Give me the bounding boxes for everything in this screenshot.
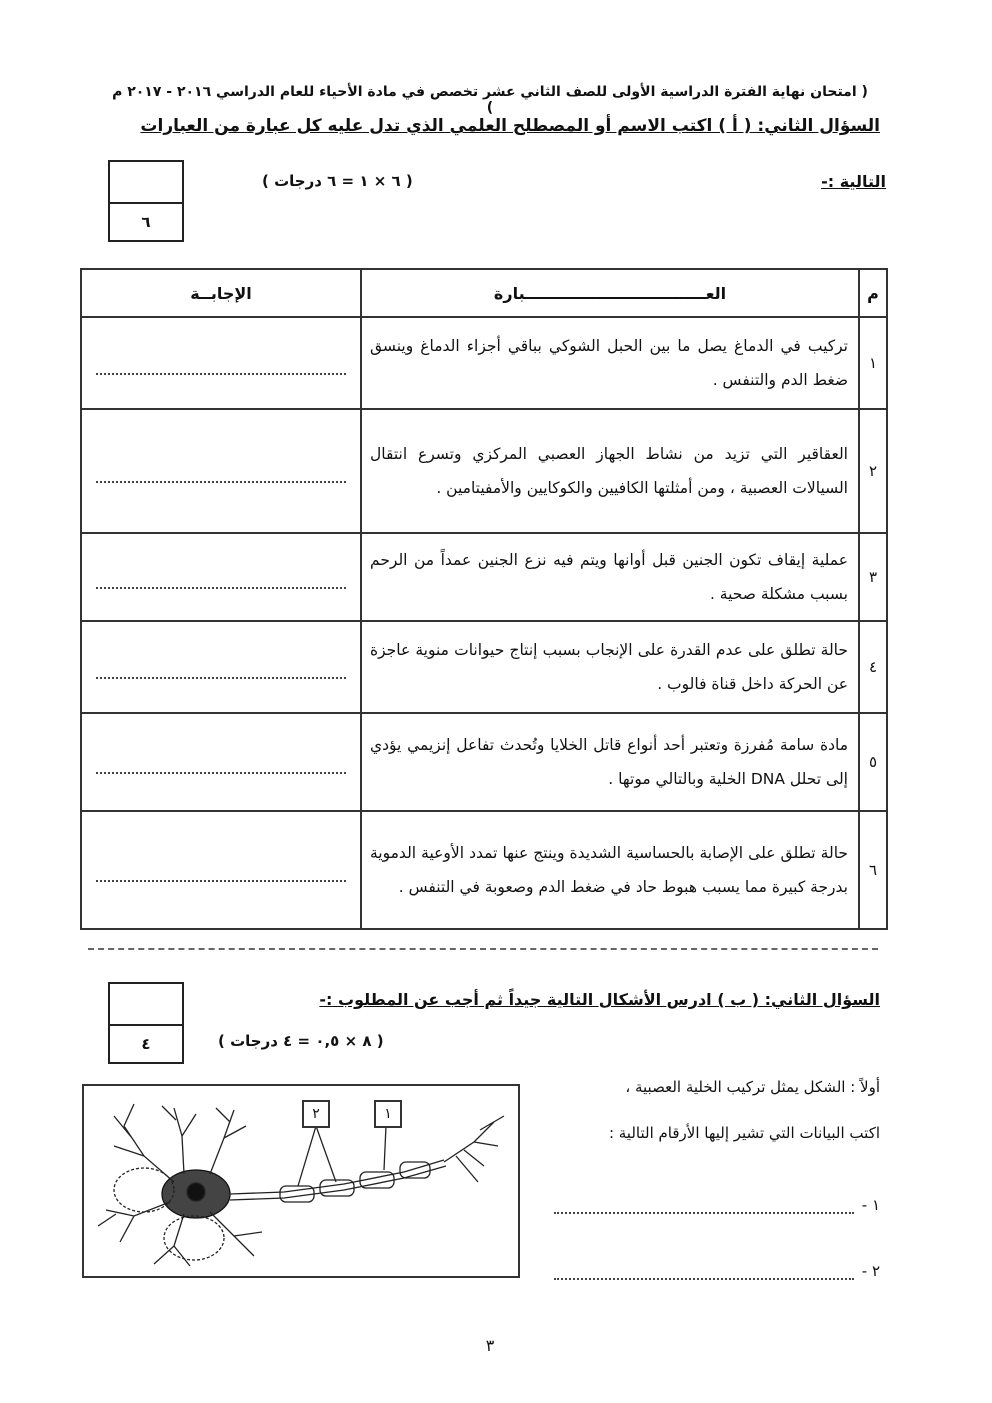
table-row	[81, 713, 887, 811]
page-number: ٣	[485, 1336, 495, 1355]
answer-field[interactable]	[81, 713, 361, 811]
score-box-2b-total: ٤	[141, 1035, 151, 1053]
blank-label: ٢ -	[861, 1262, 880, 1280]
exam-header: ( امتحان نهاية الفترة الدراسية الأولى للصف الثاني عشر تخصص في مادة الأحياء للعام الدراسي ٢٠١٦ - ٢٠١٧ م )	[112, 84, 868, 116]
figure-label-1: ١	[374, 1100, 402, 1128]
row-statement: حالة تطلق على عدم القدرة على الإنجاب بسبب إنتاج حيوانات منوية عاجزة عن الحركة داخل قناة فالوب .	[361, 621, 859, 713]
row-number: ٣	[859, 533, 887, 621]
col-header-statement: العـــــــــــــــــــــــــــــــــبارة	[361, 269, 859, 317]
row-number: ١	[859, 317, 887, 409]
blank-line-1[interactable]	[550, 1196, 880, 1214]
row-number: ٤	[859, 621, 887, 713]
question-2a-marks: ( ٦ × ١ = ٦ درجات )	[262, 172, 413, 190]
answer-field[interactable]	[81, 533, 361, 621]
table-row	[81, 811, 887, 929]
row-statement: العقاقير التي تزيد من نشاط الجهاز العصبي المركزي وتسرع انتقال السيالات العصبية ، ومن أمثلتها الكافيين والكوكايين والأمفيتامين .	[361, 409, 859, 533]
row-statement: مادة سامة مُفرزة وتعتبر أحد أنواع قاتل الخلايا وتُحدث تفاعل إنزيمي يؤدي إلى تحلل DNA الخلية وبالتالي موتها .	[361, 713, 859, 811]
blank-line-2[interactable]	[550, 1262, 880, 1280]
blank-label: ١ -	[861, 1196, 880, 1214]
score-box-2b-entry[interactable]	[110, 984, 182, 1026]
answer-field[interactable]	[81, 811, 361, 929]
answer-field[interactable]	[81, 317, 361, 409]
row-number: ٢	[859, 409, 887, 533]
neuron-drawing	[84, 1086, 518, 1276]
question-2b-marks: ( ٨ × ٠,٥ = ٤ درجات )	[218, 1032, 384, 1050]
row-statement: حالة تطلق على الإصابة بالحساسية الشديدة وينتج عنها تمدد الأوعية الدموية بدرجة كبيرة مما يسبب هبوط حاد في ضغط الدم وصعوبة في التنفس .	[361, 811, 859, 929]
table-row	[81, 409, 887, 533]
row-number: ٦	[859, 811, 887, 929]
question-2a-title-continued: التالية :-	[821, 172, 886, 191]
table-row	[81, 533, 887, 621]
question-2b-title: السؤال الثاني: ( ب ) ادرس الأشكال التالية جيداً ثم أجب عن المطلوب :-	[319, 990, 880, 1009]
table-header-row	[81, 269, 887, 317]
score-box-2b	[108, 982, 184, 1064]
part-one-instruction: اكتب البيانات التي تشير إليها الأرقام التالية :	[608, 1124, 880, 1142]
table-row	[81, 317, 887, 409]
question-table	[80, 268, 888, 930]
row-number: ٥	[859, 713, 887, 811]
neuron-figure	[82, 1084, 520, 1278]
col-header-num: م	[859, 269, 887, 317]
answer-field[interactable]	[81, 621, 361, 713]
table-row	[81, 621, 887, 713]
row-statement: عملية إيقاف تكون الجنين قبل أوانها ويتم فيه نزع الجنين عمداً من الرحم بسبب مشكلة صحية .	[361, 533, 859, 621]
question-2a-title: السؤال الثاني: ( أ ) اكتب الاسم أو المصطلح العلمي الذي تدل عليه كل عبارة من العبارات	[140, 116, 880, 136]
row-statement: تركيب في الدماغ يصل ما بين الحبل الشوكي بباقي أجزاء الدماغ وينسق ضغط الدم والتنفس .	[361, 317, 859, 409]
answer-field[interactable]	[81, 409, 361, 533]
score-box-2a-total: ٦	[141, 213, 151, 231]
part-one-statement: أولاً : الشكل يمثل تركيب الخلية العصبية ،	[625, 1078, 880, 1096]
section-divider	[88, 948, 878, 950]
col-header-answer: الإجابــة	[81, 269, 361, 317]
figure-label-2: ٢	[302, 1100, 330, 1128]
score-box-2a-entry[interactable]	[110, 162, 182, 204]
score-box-2a	[108, 160, 184, 242]
